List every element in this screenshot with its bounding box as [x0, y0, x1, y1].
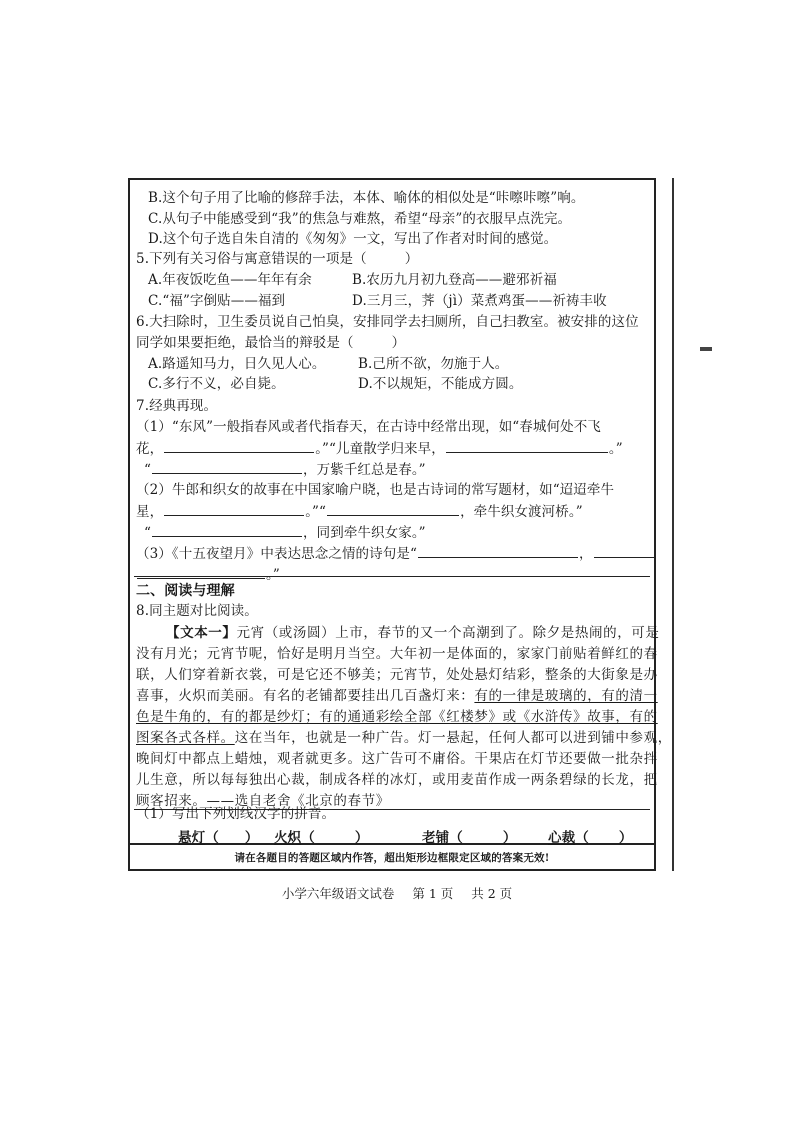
page-number: 第 1 页	[412, 886, 454, 901]
q7-text: 。”“儿童散学归来早，	[315, 441, 445, 457]
pinyin-item-2	[274, 829, 368, 847]
passage-line-5	[136, 708, 658, 726]
q6-option-a: A.路遥知马力，日久见人心。	[148, 356, 326, 372]
passage-line-6	[136, 729, 672, 747]
q7-text: （3）《十五夜望月》中表达思念之情的诗句是“	[136, 546, 417, 562]
passage-line-4	[136, 687, 658, 705]
q7-text: “	[144, 525, 152, 541]
q7-text: 花，	[136, 441, 164, 457]
pinyin-word: 心裁	[548, 830, 576, 846]
q7-text: ，同到牵牛织女家。”	[303, 525, 426, 541]
pinyin-word: 火炽	[274, 830, 302, 846]
passage-text: 喜事，火炽而美丽。有名的老铺都要挂出几百盏灯来：	[136, 688, 475, 704]
q6-option-b: B.己所不欲，勿施于人。	[358, 356, 509, 372]
passage-line-2: 没有月光；元宵节呢，恰好是明月当空。大年初一是体面的，家家门前贴着鲜红的春	[136, 646, 658, 662]
q5-option-b: B.农历九月初九登高——避邪祈福	[352, 272, 557, 288]
paren-open: （	[575, 830, 589, 846]
passage-line-3: 联，人们穿着新衣裳，可是它还不够美；元宵节，处处悬灯结彩，整条的大街象是办	[136, 667, 658, 683]
q7-blank-2[interactable]	[446, 439, 608, 453]
q5-option-a: A.年夜饭吃鱼——年年有余	[148, 272, 312, 288]
q7-text: 星，	[136, 504, 164, 520]
q7-blank-8a[interactable]	[594, 544, 654, 558]
exam-title: 小学六年级语文试卷	[281, 886, 395, 901]
q6-stem-line2	[136, 334, 405, 352]
q7-part3-line1	[136, 544, 655, 563]
passage-label: 【文本一】	[166, 625, 237, 641]
q7-part2-line3	[144, 523, 426, 542]
q6-option-d: D.不以规矩，不能成方圆。	[358, 376, 523, 392]
q7-part1-line3	[144, 460, 426, 479]
paren-open: （	[205, 830, 219, 846]
passage-underlined-text: 图案各式各样。	[136, 730, 235, 746]
q8-1-prompt: （1）写出下列划线汉字的拼音。	[136, 806, 336, 822]
passage-line-8: 儿生意，所以每每独出心裁，制成各样的冰灯，或用麦苗作成一两条碧绿的长龙，把	[136, 772, 658, 788]
q7-blank-4[interactable]	[164, 502, 304, 516]
q4-option-c: C.从句子中能感受到“我”的焦急与难熬，希望“母亲”的衣服早点洗完。	[148, 211, 572, 227]
q7-part1-line2	[136, 439, 623, 458]
q7-blank-7[interactable]	[418, 544, 578, 558]
passage-line-1	[166, 624, 660, 642]
pinyin-item-4	[548, 829, 632, 847]
q7-title: 7.经典再现。	[136, 398, 218, 414]
q4-option-b: B.这个句子用了比喻的修辞手法，本体、喻体的相似处是“咔嚓咔嚓”响。	[148, 190, 585, 206]
q7-text: ，	[578, 546, 593, 562]
q7-text: ，万紫千红总是春。”	[303, 462, 426, 478]
q7-text: 。”“	[305, 504, 327, 520]
page-footer	[0, 884, 794, 902]
passage-text: 这在当年，也就是一种广告。灯一悬起，任何人都可以进到铺中参观，	[234, 730, 672, 746]
passage-line-7: 晚间灯中都点上蜡烛，观者就更多。这广告可不庸俗。干果店在灯节还要做一批杂拌	[136, 751, 658, 767]
answer-area-notice: 请在各题目的答题区域内作答，超出矩形边框限定区域的答案无效!	[130, 843, 654, 869]
q5-option-d: D.三月三，荠（jì）菜煮鸡蛋——祈祷丰收	[352, 293, 607, 309]
q5-stem-text: 5.下列有关习俗与寓意错误的一项是（	[136, 251, 367, 267]
passage-line-9: 顾客招来。——选自老舍《北京的春节》	[136, 793, 390, 809]
pinyin-word: 老铺	[422, 830, 450, 846]
section-heading: 二、阅读与理解	[136, 583, 235, 599]
q7-part2-line2	[136, 502, 583, 521]
passage-text: 元宵（或汤圆）上市，春节的又一个高潮到了。除夕是热闹的，可是	[236, 625, 660, 641]
pinyin-item-3	[422, 829, 516, 847]
q7-text: 。”	[266, 567, 280, 583]
paren-close: ）	[354, 830, 369, 846]
paren-close: ）	[618, 830, 633, 846]
q7-blank-6[interactable]	[152, 523, 302, 537]
q7-part1-line1: （1）“东风”一般指春风或者代指春天，在古诗中经常出现，如“春城何处不飞	[136, 419, 601, 435]
passage-underlined-text: 色是牛角的，有的都是纱灯；有的通通彩绘全部《红楼梦》或《水浒传》故事，有的	[136, 709, 658, 725]
q5-stem	[136, 250, 418, 268]
q7-blank-5[interactable]	[327, 502, 459, 516]
q7-text: ，牵牛织女渡河桥。”	[460, 504, 583, 520]
q6-option-c: C.多行不义，必自毙。	[148, 376, 285, 392]
paren-close: ）	[502, 830, 517, 846]
scan-mark	[700, 347, 712, 351]
pinyin-word: 悬灯	[178, 830, 206, 846]
q7-blank-1[interactable]	[164, 439, 314, 453]
q8-title: 8.同主题对比阅读。	[136, 603, 258, 619]
page-total: 共 2 页	[471, 886, 513, 901]
right-margin-rule	[672, 178, 674, 871]
paren-close: ）	[244, 830, 259, 846]
pinyin-item-1	[178, 829, 258, 847]
q6-stem-close: ）	[391, 335, 406, 351]
paren-open: （	[449, 830, 463, 846]
section-divider	[134, 576, 650, 577]
q4-option-d: D.这个句子选自朱自清的《匆匆》一文，写出了作者对时间的感觉。	[148, 231, 558, 247]
q7-part2-line1: （2）牛郎和织女的故事在中国家喻户晓，也是古诗词的常写题材，如“迢迢牵牛	[136, 482, 615, 498]
q7-blank-3[interactable]	[152, 460, 302, 474]
paren-open: （	[301, 830, 315, 846]
q7-text: “	[144, 462, 152, 478]
q5-option-c: C.“福”字倒贴——福到	[148, 293, 286, 309]
q6-stem-text: 同学如果要拒绝，最恰当的辩驳是（	[136, 335, 354, 351]
passage-underlined-text: 有的一律是玻璃的，有的清一	[474, 688, 658, 704]
q7-text: 。”	[608, 441, 623, 457]
q6-stem-line1: 6.大扫除时，卫生委员说自己怕臭，安排同学去扫厕所，自己扫教室。被安排的这位	[136, 314, 639, 330]
q5-stem-close: ）	[404, 251, 419, 267]
